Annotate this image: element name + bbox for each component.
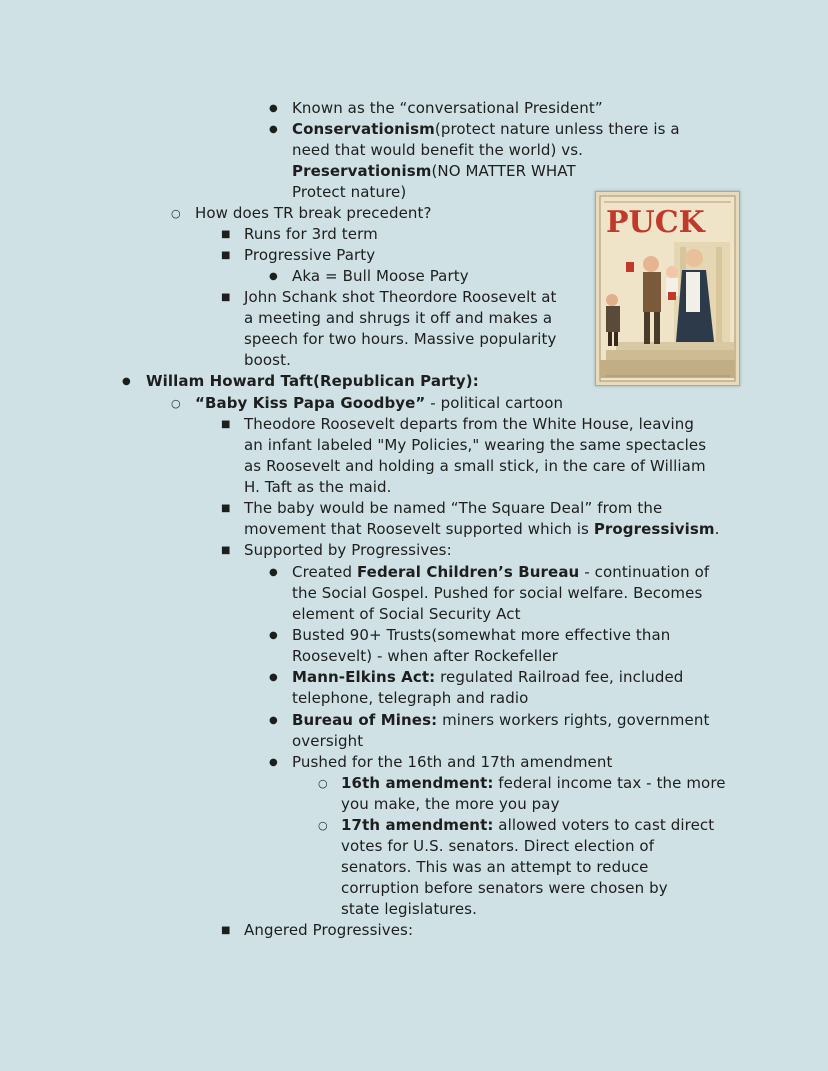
bold-term: Progressivism [593, 520, 715, 538]
bullet-dot [269, 667, 278, 690]
note-text: . [714, 520, 720, 538]
note-line: need that would benefit the world) vs. [292, 141, 584, 159]
note-line: Protect nature) [292, 183, 407, 201]
note-line: a meeting and shrugs it off and makes a [244, 309, 553, 327]
note-line: telephone, telegraph and radio [292, 689, 529, 707]
note-line: Angered Progressives: [244, 921, 414, 939]
bullet-square [221, 224, 230, 247]
note-line: oversight [292, 732, 364, 750]
note-text: Created [292, 563, 357, 581]
bullet-square [221, 287, 230, 310]
puck-cartoon-image [595, 191, 740, 386]
bullet-dot [269, 119, 278, 142]
note-line [341, 773, 726, 794]
bullet-dot [269, 625, 278, 648]
note-line: Busted 90+ Trusts(somewhat more effective than [292, 626, 671, 644]
bullet-circle [171, 203, 181, 225]
bullet-dot [269, 710, 278, 733]
note-text: miners workers rights, government [437, 711, 710, 729]
note-line: H. Taft as the maid. [244, 478, 392, 496]
note-line [341, 815, 714, 836]
note-line: speech for two hours. Massive popularity [244, 330, 557, 348]
note-line: The baby would be named “The Square Deal” from the [244, 499, 663, 517]
note-text: (NO MATTER WHAT [431, 162, 576, 180]
bold-term: Bureau of Mines: [292, 711, 438, 729]
note-line: Supported by Progressives: [244, 541, 452, 559]
note-text: (protect nature unless there is a [434, 120, 680, 138]
bullet-square [221, 498, 230, 521]
bullet-square [221, 245, 230, 268]
note-text: allowed voters to cast direct [493, 816, 715, 834]
bullet-square [221, 540, 230, 563]
note-text: - continuation of [579, 563, 710, 581]
note-line: corruption before senators were chosen by [341, 879, 668, 897]
note-text: regulated Railroad fee, included [435, 668, 684, 686]
bullet-circle [318, 773, 328, 795]
bullet-dot [269, 752, 278, 775]
bullet-dot [269, 266, 278, 289]
note-line [195, 393, 563, 414]
note-line: boost. [244, 351, 291, 369]
note-line: the Social Gospel. Pushed for social welfare. Becomes [292, 584, 703, 602]
bullet-circle [171, 393, 181, 415]
bullet-square [221, 414, 230, 437]
note-text: federal income tax - the more [493, 774, 726, 792]
note-line [292, 119, 680, 140]
note-line: Roosevelt) - when after Rockefeller [292, 647, 558, 665]
note-line: you make, the more you pay [341, 795, 560, 813]
note-line: Pushed for the 16th and 17th amendment [292, 753, 613, 771]
note-line: Runs for 3rd term [244, 225, 378, 243]
note-line: element of Social Security Act [292, 605, 521, 623]
note-line: state legislatures. [341, 900, 477, 918]
note-line: Progressive Party [244, 246, 376, 264]
bold-term: Preservationism [292, 162, 432, 180]
bullet-dot [122, 371, 131, 394]
bold-term: 17th amendment: [341, 816, 494, 834]
puck-cover-illustration [596, 192, 739, 385]
note-line: Aka = Bull Moose Party [292, 267, 469, 285]
note-line: Theodore Roosevelt departs from the White House, leaving [244, 415, 695, 433]
note-text: - political cartoon [425, 394, 564, 412]
section-heading: Willam Howard Taft(Republican Party): [146, 372, 479, 390]
bullet-circle [318, 815, 328, 837]
masthead-text: PUCK [606, 205, 705, 240]
bold-term: Federal Children’s Bureau [356, 563, 580, 581]
note-line: Known as the “conversational President” [292, 99, 603, 117]
note-line: John Schank shot Theordore Roosevelt at [244, 288, 557, 306]
bold-term: “Baby Kiss Papa Goodbye” [195, 394, 426, 412]
note-line: How does TR break precedent? [195, 204, 432, 222]
bold-term: Mann-Elkins Act: [292, 668, 436, 686]
note-text: movement that Roosevelt supported which is [244, 520, 594, 538]
bullet-square [221, 920, 230, 943]
note-line [292, 710, 709, 731]
note-line: an infant labeled "My Policies," wearing the same spectacles [244, 436, 707, 454]
note-line: votes for U.S. senators. Direct election of [341, 837, 655, 855]
note-line [292, 161, 576, 182]
note-line: as Roosevelt and holding a small stick, in the care of William [244, 457, 706, 475]
bullet-dot [269, 98, 278, 121]
bold-term: 16th amendment: [341, 774, 494, 792]
bullet-dot [269, 562, 278, 585]
note-line [292, 667, 683, 688]
note-line [244, 519, 719, 540]
bold-term: Conservationism [292, 120, 435, 138]
note-line [292, 562, 709, 583]
note-line: senators. This was an attempt to reduce [341, 858, 649, 876]
